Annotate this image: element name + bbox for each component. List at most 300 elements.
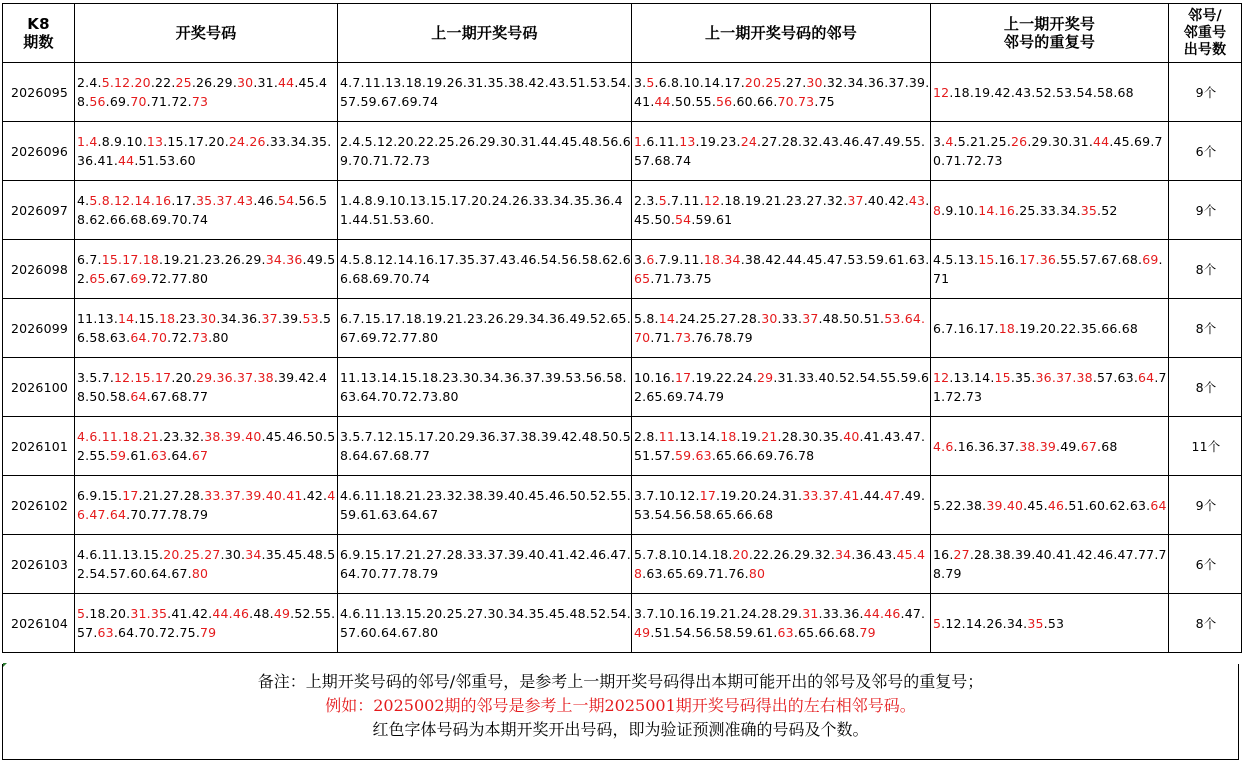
separator: . bbox=[1092, 547, 1097, 562]
prev-draw-cell[interactable]: 1.4.8.9.10.13.15.17.20.24.26.33.34.35.36.41.44.51.53.60. bbox=[338, 181, 632, 240]
neighbors-cell[interactable] bbox=[632, 358, 931, 417]
separator: . bbox=[670, 448, 675, 463]
separator: . bbox=[654, 193, 659, 208]
separator: . bbox=[109, 370, 115, 385]
number: 11 bbox=[683, 193, 700, 208]
number: 51 bbox=[654, 625, 671, 640]
prev-draw-cell[interactable]: 4.7.11.13.18.19.26.31.35.38.42.43.51.53.54.57.59.67.69.74 bbox=[338, 63, 632, 122]
number: 48 bbox=[253, 606, 270, 621]
separator: . bbox=[97, 193, 102, 208]
number: 52 bbox=[1101, 202, 1118, 218]
separator: . bbox=[642, 134, 647, 149]
prev-draw-cell[interactable]: 3.5.7.12.15.17.20.29.36.37.38.39.42.48.50.58.64.67.68.77 bbox=[338, 417, 632, 476]
separator: . bbox=[880, 606, 885, 621]
prev-neighbors-header[interactable]: 上一期开奖号码的邻号 bbox=[632, 4, 931, 63]
number: 18 bbox=[953, 84, 970, 100]
separator: . bbox=[97, 488, 102, 503]
separator: . bbox=[85, 370, 90, 385]
separator: . bbox=[93, 625, 98, 640]
separator: . bbox=[761, 75, 766, 90]
neighbors-cell[interactable] bbox=[632, 299, 931, 358]
period-cell[interactable]: 2026102 bbox=[3, 476, 75, 535]
number: 50 bbox=[675, 94, 692, 109]
number: 80 bbox=[191, 566, 209, 581]
number: 35 bbox=[1080, 202, 1097, 218]
number: 20 bbox=[109, 606, 127, 621]
neighbor-repeat-cell[interactable] bbox=[931, 417, 1169, 476]
number: 39 bbox=[986, 497, 1003, 513]
number: 18 bbox=[724, 193, 741, 208]
number: 14 bbox=[658, 311, 675, 326]
period-cell[interactable]: 2026097 bbox=[3, 181, 75, 240]
separator: . bbox=[777, 606, 782, 621]
number: 20 bbox=[732, 547, 749, 562]
number: 20 bbox=[163, 547, 180, 562]
number: 48 bbox=[77, 370, 328, 404]
separator: . bbox=[232, 75, 238, 90]
number: 71 bbox=[933, 271, 950, 286]
separator: . bbox=[302, 488, 307, 503]
number: 55 bbox=[695, 94, 712, 109]
separator: . bbox=[216, 311, 221, 326]
period-header[interactable]: K8 期数 bbox=[3, 4, 75, 63]
period-cell[interactable]: 2026104 bbox=[3, 594, 75, 653]
number: 65 bbox=[634, 271, 651, 286]
draw-numbers-cell[interactable] bbox=[75, 594, 338, 653]
draw-numbers-cell[interactable] bbox=[75, 122, 338, 181]
neighbors-cell[interactable] bbox=[632, 122, 931, 181]
number: 4 bbox=[77, 193, 86, 208]
separator: . bbox=[134, 311, 139, 326]
number: 40 bbox=[1006, 497, 1024, 513]
number: 5 bbox=[101, 75, 110, 90]
number: 59 bbox=[675, 448, 692, 463]
separator: . bbox=[208, 606, 213, 621]
number: 33 bbox=[802, 488, 819, 503]
separator: . bbox=[179, 488, 184, 503]
number: 26 bbox=[1011, 134, 1028, 149]
number: 72 bbox=[171, 330, 188, 345]
number: 12 bbox=[933, 84, 950, 100]
separator: . bbox=[261, 429, 266, 444]
separator: . bbox=[1154, 547, 1159, 562]
separator: . bbox=[323, 547, 328, 562]
number: 36 bbox=[216, 370, 233, 385]
separator: . bbox=[1117, 320, 1122, 336]
number: 70 bbox=[138, 625, 155, 640]
separator: . bbox=[187, 94, 192, 109]
separator: . bbox=[670, 625, 675, 640]
separator: . bbox=[1068, 134, 1073, 149]
count-cell[interactable]: 11个 bbox=[1169, 417, 1242, 476]
number: 50 bbox=[306, 429, 323, 444]
prev-draw-cell[interactable]: 4.6.11.13.15.20.25.27.30.34.35.45.48.52.54.57.60.64.67.80 bbox=[338, 594, 632, 653]
number: 37 bbox=[998, 438, 1015, 454]
number: 16 bbox=[998, 202, 1015, 218]
number: 44 bbox=[863, 488, 880, 503]
number: 5 bbox=[957, 134, 966, 149]
separator: . bbox=[781, 75, 786, 90]
number: 27 bbox=[720, 311, 737, 326]
number: 61 bbox=[130, 448, 147, 463]
separator: . bbox=[195, 625, 200, 640]
separator: . bbox=[241, 429, 246, 444]
separator: . bbox=[740, 193, 745, 208]
count-cell[interactable]: 6个 bbox=[1169, 535, 1242, 594]
number: 38 bbox=[994, 547, 1011, 562]
period-cell[interactable]: 2026103 bbox=[3, 535, 75, 594]
number: 66 bbox=[757, 94, 774, 109]
separator: . bbox=[802, 193, 807, 208]
separator: . bbox=[798, 134, 803, 149]
number: 25 bbox=[699, 311, 716, 326]
number: 4 bbox=[77, 429, 86, 444]
separator: . bbox=[654, 429, 659, 444]
table-row bbox=[3, 358, 1242, 417]
separator: . bbox=[1088, 134, 1094, 149]
separator: . bbox=[1010, 84, 1015, 100]
neighbors-cell[interactable] bbox=[632, 535, 931, 594]
separator: . bbox=[1043, 615, 1048, 631]
number: 11 bbox=[658, 429, 675, 444]
number: 40 bbox=[843, 429, 860, 444]
number: 24 bbox=[228, 134, 246, 149]
number: 78 bbox=[716, 330, 733, 345]
number: 67 bbox=[1080, 438, 1097, 454]
neighbor-repeat-cell[interactable] bbox=[931, 240, 1169, 299]
separator: . bbox=[941, 438, 946, 454]
count-cell[interactable]: 8个 bbox=[1169, 299, 1242, 358]
separator: . bbox=[179, 547, 184, 562]
number: 51 bbox=[863, 311, 880, 326]
separator: . bbox=[650, 507, 655, 522]
separator: . bbox=[863, 193, 868, 208]
number: 19 bbox=[1019, 320, 1036, 336]
separator: . bbox=[802, 252, 807, 267]
count-cell[interactable]: 6个 bbox=[1169, 122, 1242, 181]
separator: . bbox=[249, 606, 254, 621]
separator: . bbox=[1015, 438, 1020, 454]
separator: . bbox=[921, 429, 926, 444]
number: 4 bbox=[89, 134, 98, 149]
number: 30 bbox=[802, 429, 819, 444]
number: 77 bbox=[1138, 547, 1155, 562]
separator: . bbox=[159, 252, 164, 267]
neighbors-cell[interactable] bbox=[632, 240, 931, 299]
prev-neighbor-repeat-header[interactable]: 上一期开奖号 邻号的重复号 bbox=[931, 4, 1169, 63]
number: 69 bbox=[757, 448, 774, 463]
separator: . bbox=[105, 330, 110, 345]
separator: . bbox=[1035, 320, 1040, 336]
number: 7 bbox=[101, 370, 110, 385]
number: 45 bbox=[286, 547, 303, 562]
period-cell[interactable]: 2026101 bbox=[3, 417, 75, 476]
number: 3 bbox=[933, 134, 942, 149]
neighbor-repeat-cell[interactable] bbox=[931, 535, 1169, 594]
number: 6 bbox=[89, 547, 98, 562]
separator: . bbox=[798, 606, 803, 621]
separator: . bbox=[732, 625, 737, 640]
separator: . bbox=[752, 625, 757, 640]
number: 64 bbox=[904, 311, 921, 326]
separator: . bbox=[679, 75, 684, 90]
draw-numbers-cell[interactable] bbox=[75, 181, 338, 240]
draw-numbers-cell[interactable] bbox=[75, 476, 338, 535]
number: 32 bbox=[814, 547, 831, 562]
separator: . bbox=[85, 488, 90, 503]
notes-cell[interactable] bbox=[2, 664, 1239, 760]
number: 23 bbox=[163, 429, 180, 444]
separator: . bbox=[752, 507, 757, 522]
count-cell[interactable]: 9个 bbox=[1169, 476, 1242, 535]
separator: . bbox=[118, 429, 123, 444]
number: 70 bbox=[150, 330, 168, 345]
period-cell[interactable]: 2026098 bbox=[3, 240, 75, 299]
neighbors-cell[interactable] bbox=[632, 417, 931, 476]
separator: . bbox=[941, 252, 946, 267]
prev-draw-cell[interactable]: 4.6.11.18.21.23.32.38.39.40.45.46.50.52.55.59.61.63.64.67 bbox=[338, 476, 632, 535]
neighbor-repeat-cell[interactable] bbox=[931, 122, 1169, 181]
number: 58 bbox=[89, 330, 106, 345]
count-cell[interactable]: 8个 bbox=[1169, 594, 1242, 653]
count-cell[interactable]: 9个 bbox=[1169, 63, 1242, 122]
draw-numbers-cell[interactable] bbox=[75, 240, 338, 299]
number: 62 bbox=[89, 212, 106, 227]
draw-numbers-cell[interactable] bbox=[75, 358, 338, 417]
separator: . bbox=[220, 429, 225, 444]
separator: . bbox=[711, 330, 716, 345]
number: 68 bbox=[1101, 438, 1118, 454]
number: 9 bbox=[945, 202, 954, 218]
separator: . bbox=[781, 252, 786, 267]
number: 30 bbox=[1052, 134, 1069, 149]
neighbor-repeat-cell[interactable] bbox=[931, 476, 1169, 535]
number: 14 bbox=[691, 547, 708, 562]
separator: . bbox=[691, 212, 696, 227]
number: 28 bbox=[183, 488, 200, 503]
number: 10 bbox=[957, 202, 974, 218]
separator: . bbox=[294, 75, 299, 90]
separator: . bbox=[900, 606, 905, 621]
separator: . bbox=[925, 252, 930, 267]
number: 29 bbox=[1031, 134, 1048, 149]
separator: . bbox=[105, 606, 110, 621]
separator: . bbox=[1076, 320, 1081, 336]
separator: . bbox=[757, 606, 762, 621]
number: 68 bbox=[654, 153, 671, 168]
neighbor-repeat-cell[interactable] bbox=[931, 594, 1169, 653]
number: 5 bbox=[658, 193, 667, 208]
neighbors-cell[interactable] bbox=[632, 594, 931, 653]
separator: . bbox=[118, 252, 123, 267]
separator: . bbox=[994, 202, 999, 218]
number: 36 bbox=[978, 438, 995, 454]
separator: . bbox=[253, 75, 258, 90]
number: 29 bbox=[781, 606, 798, 621]
separator: . bbox=[695, 488, 700, 503]
separator: . bbox=[654, 547, 659, 562]
neighbors-cell[interactable] bbox=[632, 63, 931, 122]
number: 29 bbox=[794, 547, 811, 562]
number: 22 bbox=[1060, 320, 1077, 336]
separator: . bbox=[187, 212, 192, 227]
separator: . bbox=[200, 429, 205, 444]
number: 40 bbox=[245, 429, 262, 444]
separator: . bbox=[736, 606, 741, 621]
separator: . bbox=[941, 497, 946, 513]
draw-numbers-cell[interactable] bbox=[75, 63, 338, 122]
count-header[interactable]: 邻号/ 邻重号 出号数 bbox=[1169, 4, 1242, 63]
number: 6 bbox=[933, 320, 942, 336]
separator: . bbox=[146, 271, 151, 286]
separator: . bbox=[1027, 134, 1032, 149]
separator: . bbox=[724, 566, 729, 581]
separator: . bbox=[732, 507, 737, 522]
neighbor-repeat-cell[interactable] bbox=[931, 358, 1169, 417]
number: 8 bbox=[671, 75, 680, 90]
number: 63 bbox=[695, 448, 712, 463]
prev-draw-cell[interactable]: 6.7.15.17.18.19.21.23.26.29.34.36.49.52.65.67.69.72.77.80 bbox=[338, 299, 632, 358]
number: 48 bbox=[822, 311, 839, 326]
separator: . bbox=[1015, 320, 1020, 336]
separator: . bbox=[314, 75, 320, 90]
separator: . bbox=[126, 389, 131, 404]
number: 30 bbox=[806, 75, 823, 90]
prev-draw-header[interactable]: 上一期开奖号码 bbox=[338, 4, 632, 63]
separator: . bbox=[949, 84, 954, 100]
separator: . bbox=[818, 134, 823, 149]
number: 38 bbox=[257, 370, 274, 385]
number: 66 bbox=[736, 507, 753, 522]
number: 54 bbox=[278, 193, 295, 208]
note-line-1: 备注：上期开奖号码的邻号/邻重号，是参考上一期开奖号码得出本期可能开出的邻号及邻号的重复号； bbox=[257, 672, 984, 691]
separator: . bbox=[884, 252, 889, 267]
number: 68 bbox=[1121, 320, 1138, 336]
separator: . bbox=[642, 566, 647, 581]
number: 13 bbox=[97, 311, 114, 326]
number: 29 bbox=[216, 75, 233, 90]
number: 42 bbox=[306, 488, 323, 503]
number: 47 bbox=[904, 606, 921, 621]
separator: . bbox=[142, 134, 147, 149]
number: 41 bbox=[1056, 547, 1073, 562]
prev-draw-cell[interactable]: 4.5.8.12.14.16.17.35.37.43.46.54.56.58.62.66.68.69.70.74 bbox=[338, 240, 632, 299]
separator: . bbox=[736, 311, 741, 326]
number: 70 bbox=[933, 134, 1163, 168]
number: 45 bbox=[265, 429, 282, 444]
number: 21 bbox=[142, 488, 159, 503]
period-cell[interactable]: 2026096 bbox=[3, 122, 75, 181]
number: 58 bbox=[716, 625, 733, 640]
separator: . bbox=[97, 252, 102, 267]
separator: . bbox=[695, 429, 700, 444]
number: 59 bbox=[109, 448, 127, 463]
separator: . bbox=[97, 134, 102, 149]
prev-draw-cell[interactable]: 6.9.15.17.21.27.28.33.37.39.40.41.42.46.47.64.70.77.78.79 bbox=[338, 535, 632, 594]
number: 49 bbox=[634, 625, 651, 640]
number: 41 bbox=[286, 488, 303, 503]
number: 37 bbox=[237, 370, 254, 385]
separator: . bbox=[236, 311, 241, 326]
number: 64 bbox=[109, 507, 127, 522]
neighbor-repeat-cell[interactable] bbox=[931, 181, 1169, 240]
period-cell[interactable]: 2026095 bbox=[3, 63, 75, 122]
number: 13 bbox=[679, 134, 696, 149]
number: 65 bbox=[666, 566, 684, 581]
number: 35 bbox=[822, 429, 839, 444]
number: 70 bbox=[634, 330, 651, 345]
separator: . bbox=[1064, 497, 1069, 513]
separator: . bbox=[650, 330, 655, 345]
separator: . bbox=[953, 438, 958, 454]
number: 29 bbox=[757, 370, 774, 385]
separator: . bbox=[261, 547, 266, 562]
separator: . bbox=[969, 370, 974, 385]
number: 11 bbox=[101, 429, 118, 444]
number: 36 bbox=[77, 153, 94, 168]
separator: . bbox=[904, 193, 909, 208]
draw-numbers-cell[interactable] bbox=[75, 299, 338, 358]
draw-header[interactable]: 开奖号码 bbox=[75, 4, 338, 63]
number: 74 bbox=[687, 389, 704, 404]
count-cell[interactable]: 8个 bbox=[1169, 240, 1242, 299]
prev-draw-cell[interactable]: 2.4.5.12.20.22.25.26.29.30.31.44.45.48.56.69.70.71.72.73 bbox=[338, 122, 632, 181]
number: 45 bbox=[896, 547, 913, 562]
number: 5 bbox=[89, 193, 98, 208]
draw-numbers-cell[interactable] bbox=[75, 535, 338, 594]
period-cell[interactable]: 2026100 bbox=[3, 358, 75, 417]
number: 30 bbox=[200, 311, 217, 326]
separator: . bbox=[1076, 438, 1081, 454]
number: 18 bbox=[142, 252, 159, 267]
number: 69 bbox=[150, 212, 168, 227]
number: 76 bbox=[728, 566, 745, 581]
number: 30 bbox=[224, 547, 241, 562]
separator: . bbox=[994, 320, 999, 336]
separator: . bbox=[900, 488, 905, 503]
neighbors-cell[interactable] bbox=[632, 476, 931, 535]
separator: . bbox=[921, 606, 926, 621]
count-cell[interactable]: 8个 bbox=[1169, 358, 1242, 417]
separator: . bbox=[670, 330, 675, 345]
number: 20 bbox=[208, 134, 225, 149]
separator: . bbox=[748, 547, 754, 562]
separator: . bbox=[306, 134, 311, 149]
number: 74 bbox=[191, 212, 209, 227]
count-cell[interactable]: 9个 bbox=[1169, 181, 1242, 240]
neighbor-repeat-cell[interactable] bbox=[931, 63, 1169, 122]
number: 49 bbox=[884, 134, 901, 149]
number: 56 bbox=[695, 625, 712, 640]
separator: . bbox=[921, 488, 926, 503]
number: 11 bbox=[77, 311, 94, 326]
neighbor-repeat-cell[interactable] bbox=[931, 299, 1169, 358]
number: 64 bbox=[1150, 497, 1167, 513]
separator: . bbox=[675, 311, 680, 326]
draw-numbers-cell[interactable] bbox=[75, 417, 338, 476]
number: 16 bbox=[933, 547, 950, 562]
separator: . bbox=[126, 212, 131, 227]
separator: . bbox=[969, 547, 974, 562]
period-cell[interactable]: 2026099 bbox=[3, 299, 75, 358]
neighbors-cell[interactable] bbox=[632, 181, 931, 240]
separator: . bbox=[331, 606, 336, 621]
prev-draw-cell[interactable]: 11.13.14.15.18.23.30.34.36.37.39.53.56.58.63.64.70.72.73.80 bbox=[338, 358, 632, 417]
number: 5 bbox=[89, 370, 98, 385]
number: 64 bbox=[150, 566, 168, 581]
separator: . bbox=[994, 252, 999, 267]
number: 13 bbox=[957, 252, 974, 267]
